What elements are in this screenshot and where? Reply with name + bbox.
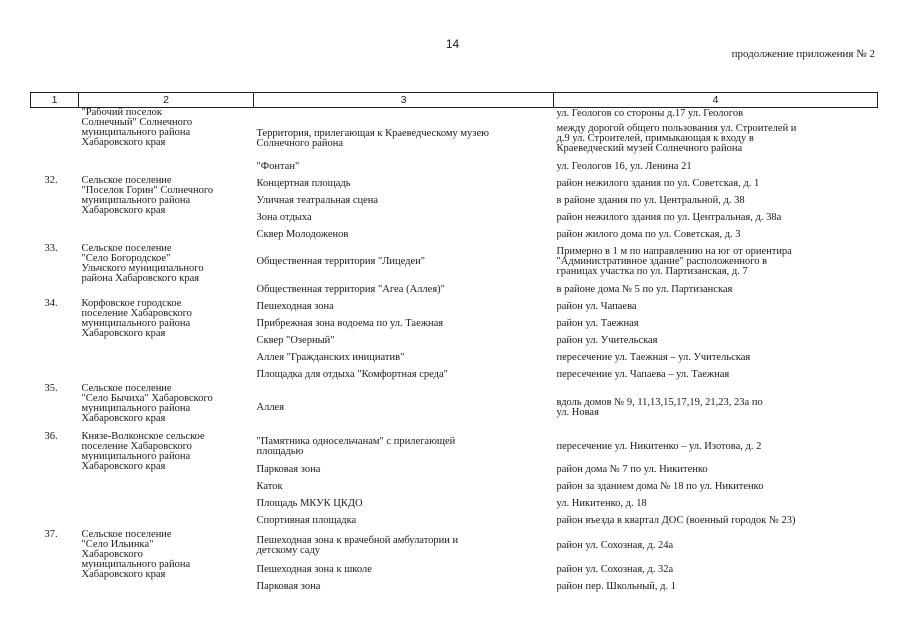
cell-line: Аллея: [256, 401, 285, 413]
cell-line: в районе здания по ул. Центральной, д. 38: [556, 195, 745, 206]
cell-line: ул. Новая: [556, 406, 599, 418]
territory-location: [554, 108, 878, 121]
cell-line: Парковая зона: [256, 581, 321, 592]
cell-line: Концертная площадь: [256, 178, 351, 189]
cell-line: Князе-Волконское сельское: [81, 431, 205, 442]
cell-line: район нежилого здания по ул. Центральная, д. 38а: [556, 212, 782, 223]
cell-line: район въезда в квартал ДОС (военный городок № 23): [556, 515, 796, 526]
cell-line: "Памятника односельчанам" с прилегающей: [256, 435, 456, 447]
cell-line: ул. Никитенко, д. 18: [556, 498, 647, 509]
cell-line: Площадка для отдыха "Комфортная среда": [256, 369, 448, 380]
cell-line: Сельское поселение: [81, 175, 172, 186]
cell-line: Хабаровского края: [81, 412, 166, 424]
cell-line: Ульчского муниципального: [81, 262, 204, 274]
cell-line: Краеведческий музей Солнечного района: [556, 143, 743, 154]
cell-line: район за зданием дома № 18 по ул. Никитенко: [556, 481, 764, 492]
cell-line: муниципального района: [81, 317, 191, 329]
table-row: [31, 108, 878, 121]
territory-location: [554, 193, 878, 210]
territory-location: [554, 479, 878, 496]
cell-line: район ул. Чапаева: [556, 301, 637, 312]
cell-line: Парковая зона: [256, 464, 321, 475]
row-number: 35.: [44, 383, 58, 394]
territory-location: [554, 227, 878, 244]
continuation-note: продолжение приложения № 2: [731, 48, 875, 60]
cell-line: район ул. Учительская: [556, 335, 658, 346]
cell-line: "Село Ильинка": [81, 538, 154, 550]
column-header: 2: [79, 93, 254, 108]
territory-name: [254, 579, 554, 596]
cell-line: Хабаровского края: [81, 137, 166, 148]
cell-line: район ул. Таежная: [556, 318, 639, 329]
cell-line: Хабаровского края: [81, 204, 166, 216]
cell-line: Уличная театральная сцена: [256, 195, 379, 206]
cell-line: муниципального района: [81, 127, 191, 138]
cell-line: ул. Геологов 16, ул. Ленина 21: [556, 160, 692, 172]
cell-line: детскому саду: [256, 544, 321, 556]
cell-line: Общественная территория "Агеа (Аллея)": [256, 283, 445, 295]
row-number: 34.: [44, 298, 58, 309]
territory-name: [254, 384, 554, 432]
territories-table: [30, 92, 878, 596]
territory-location: [554, 299, 878, 316]
cell-line: Сквер "Озерный": [256, 335, 335, 346]
table-row: [31, 176, 878, 193]
cell-line: между дорогой общего пользования ул. Строителей и: [556, 123, 797, 134]
table-row: [31, 384, 878, 432]
territory-location: [554, 176, 878, 193]
cell-line: Сквер Молодоженов: [256, 229, 349, 240]
territory-name: [254, 121, 554, 158]
column-header: 1: [31, 93, 79, 108]
territory-name: [254, 367, 554, 384]
cell-line: муниципального района: [81, 402, 191, 414]
territory-name: [254, 496, 554, 513]
cell-line: ул. Геологов со стороны д.17 ул. Геологов: [556, 108, 744, 120]
cell-line: район дома № 7 по ул. Никитенко: [556, 464, 708, 475]
territory-location: [554, 579, 878, 596]
territory-name: [254, 333, 554, 350]
settlement-name: [79, 299, 254, 384]
cell-line: Пешеходная зона к школе: [256, 564, 372, 575]
cell-line: район пер. Школьный, д. 1: [556, 581, 676, 592]
cell-line: Спортивная площадка: [256, 515, 357, 526]
cell-line: Солнечный" Солнечного: [81, 117, 193, 128]
territory-location: [554, 384, 878, 432]
cell-line: "Административное здание" расположенного в: [556, 256, 768, 267]
cell-line: "Село Богородское": [81, 252, 171, 264]
cell-line: Сельское поселение: [81, 529, 172, 540]
cell-line: Зона отдыха: [256, 212, 312, 223]
territory-name: [254, 227, 554, 244]
territory-location: [554, 367, 878, 384]
row-number: [31, 108, 79, 176]
cell-line: Пешеходная зона: [256, 301, 334, 312]
settlement-name: [79, 244, 254, 299]
territory-name: [254, 176, 554, 193]
cell-line: границах участка по ул. Партизанская, д. 7: [556, 266, 748, 277]
territory-name: [254, 350, 554, 367]
territory-name: [254, 562, 554, 579]
cell-line: Аллея "Гражданских инициатив": [256, 352, 405, 363]
cell-line: муниципального района: [81, 194, 191, 206]
territory-location: [554, 158, 878, 176]
cell-line: Территория, прилегающая к Краеведческому музею: [256, 128, 489, 139]
row-number: 33.: [44, 243, 58, 254]
cell-line: район ул. Сохозная, д. 32а: [556, 564, 674, 575]
cell-line: пересечение ул. Никитенко – ул. Изотова, д. 2: [556, 440, 762, 452]
cell-line: Примерно в 1 м по направлению на юг от ориентира: [556, 246, 792, 257]
cell-line: Хабаровского края: [81, 327, 166, 339]
cell-line: "Село Бычиха" Хабаровского: [81, 392, 213, 404]
cell-line: Солнечного района: [256, 138, 344, 149]
territory-name: [254, 432, 554, 462]
cell-line: района Хабаровского края: [81, 272, 200, 284]
territory-location: [554, 432, 878, 462]
territory-name: [254, 108, 554, 121]
cell-line: вдоль домов № 9, 11,13,15,17,19, 21,23, 23а по: [556, 396, 763, 408]
territory-name: [254, 462, 554, 479]
cell-line: площадью: [256, 445, 304, 457]
cell-line: Хабаровского края: [81, 460, 166, 472]
settlement-name: [79, 176, 254, 244]
territory-location: [554, 281, 878, 299]
column-header: 4: [554, 93, 878, 108]
territory-location: [554, 530, 878, 562]
row-number: 37.: [44, 529, 58, 540]
territory-name: [254, 316, 554, 333]
cell-line: поселение Хабаровского: [81, 307, 192, 319]
row-number: 32.: [44, 175, 58, 186]
cell-line: Пешеходная зона к врачебной амбулатории и: [256, 534, 459, 546]
territory-location: [554, 462, 878, 479]
cell-line: Сельское поселение: [81, 243, 172, 254]
settlement-name: [79, 432, 254, 530]
cell-line: Прибрежная зона водоема по ул. Таежная: [256, 318, 444, 329]
cell-line: район ул. Сохозная, д. 24а: [556, 539, 674, 551]
cell-line: "Поселок Горин" Солнечного: [81, 184, 214, 196]
territory-name: [254, 158, 554, 176]
table-header-row: [31, 93, 878, 108]
territory-name: [254, 244, 554, 281]
cell-line: поселение Хабаровского: [81, 440, 192, 452]
table-row: [31, 530, 878, 562]
cell-line: "Фонтан": [256, 160, 300, 172]
territory-location: [554, 316, 878, 333]
territory-name: [254, 479, 554, 496]
cell-line: "Рабочий поселок: [81, 107, 162, 118]
table-row: [31, 432, 878, 462]
cell-line: муниципального района: [81, 558, 191, 570]
cell-line: д.9 ул. Строителей, примыкающая к входу в: [556, 133, 754, 144]
table-body: [31, 108, 878, 596]
settlement-name: [79, 530, 254, 596]
territory-name: [254, 530, 554, 562]
territory-location: [554, 350, 878, 367]
cell-line: пересечение ул. Таежная – ул. Учительская: [556, 352, 751, 363]
cell-line: Хабаровского края: [81, 568, 166, 580]
territory-name: [254, 281, 554, 299]
cell-line: Общественная территория "Лицедеи": [256, 256, 426, 267]
column-header: 3: [254, 93, 554, 108]
territory-location: [554, 121, 878, 158]
territory-name: [254, 299, 554, 316]
cell-line: район жилого дома по ул. Советская, д. 3: [556, 229, 741, 240]
cell-line: Хабаровского: [81, 548, 143, 560]
territory-location: [554, 244, 878, 281]
cell-line: пересечение ул. Чапаева – ул. Таежная: [556, 369, 730, 380]
table-row: [31, 244, 878, 281]
territory-name: [254, 210, 554, 227]
settlement-name: [79, 384, 254, 432]
territory-location: [554, 210, 878, 227]
cell-line: Сельское поселение: [81, 383, 172, 394]
territory-location: [554, 562, 878, 579]
territory-name: [254, 193, 554, 210]
page-number: 14: [445, 37, 460, 51]
cell-line: в районе дома № 5 по ул. Партизанская: [556, 283, 733, 295]
settlement-name: [79, 108, 254, 176]
cell-line: муниципального района: [81, 450, 191, 462]
table-row: [31, 299, 878, 316]
row-number: 36.: [44, 431, 58, 442]
territory-location: [554, 513, 878, 530]
territory-location: [554, 333, 878, 350]
territory-name: [254, 513, 554, 530]
cell-line: Площадь МКУК ЦКДО: [256, 498, 363, 509]
territory-location: [554, 496, 878, 513]
cell-line: район нежилого здания по ул. Советская, д. 1: [556, 178, 760, 189]
cell-line: Каток: [256, 481, 283, 492]
cell-line: Корфовское городское: [81, 298, 182, 309]
